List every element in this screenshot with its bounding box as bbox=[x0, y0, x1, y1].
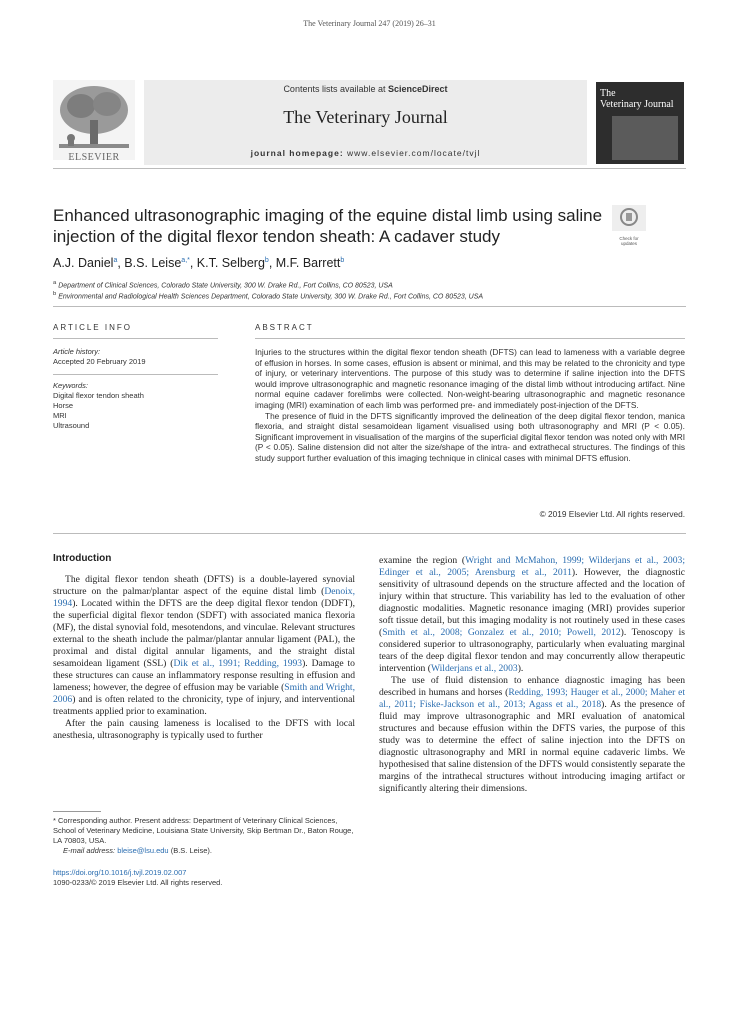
publisher-name: ELSEVIER bbox=[68, 152, 120, 163]
footnote-text bbox=[53, 816, 355, 846]
abstract-copyright: © 2019 Elsevier Ltd. All rights reserved. bbox=[539, 509, 685, 519]
homepage-link[interactable]: www.elsevier.com/locate/tvjl bbox=[347, 148, 481, 158]
body-column-left bbox=[53, 574, 355, 742]
elsevier-tree-logo-icon bbox=[53, 80, 135, 160]
cover-title-line1: The bbox=[600, 88, 616, 99]
body-text: The digital flexor tendon sheath (DFTS) is a double-layered synovial structure on the palmar/plantar aspect of the equine distal limb ( bbox=[53, 574, 355, 597]
email-label: E-mail address: bbox=[63, 846, 116, 855]
keyword[interactable]: Ultrasound bbox=[53, 421, 90, 430]
header-rule bbox=[53, 306, 686, 307]
body-column-right bbox=[379, 555, 685, 795]
contents-prefix: Contents lists available at bbox=[283, 84, 386, 94]
author[interactable]: , B.S. Leise bbox=[117, 256, 182, 270]
body-paragraph bbox=[53, 574, 355, 718]
section-heading-introduction: Introduction bbox=[53, 553, 112, 564]
author[interactable]: A.J. Daniel bbox=[53, 256, 114, 270]
keyword[interactable]: Digital flexor tendon sheath bbox=[53, 391, 144, 400]
accepted-date: Accepted 20 February 2019 bbox=[53, 357, 146, 366]
masthead-rule bbox=[53, 168, 686, 169]
body-text: examine the region ( bbox=[379, 555, 466, 566]
issn-line: 1090-0233/© 2019 Elsevier Ltd. All rights reserved. bbox=[53, 878, 223, 887]
sciencedirect-link[interactable]: ScienceDirect bbox=[388, 84, 448, 94]
article-history bbox=[53, 347, 218, 367]
body-text: ). Located within the DFTS are the deep digital flexor tendon (DDFT), the superficial digital flexor tendon (SDFT) with associated manica flexoria (MF), the distal synovial fold, mesotendons, and vinculae. Relevant structures external to the sheath include the palmar/plantar annular ligament (PAL), the proximal and distal digital annular ligaments, and the straight distal sesamoidean ligament (SSL) ( bbox=[53, 598, 355, 669]
author-affil-mark[interactable]: a bbox=[113, 256, 118, 264]
affiliation-text: Environmental and Radiological Health Sciences Department, Colorado State University, 300 W. Drake Rd., Fort Collins, CO 80523, USA bbox=[58, 293, 484, 301]
running-head: The Veterinary Journal 247 (2019) 26–31 bbox=[303, 19, 436, 28]
body-text: ). Damage to these structures can cause an inflammatory response resulting in effusion and lameness; however, the degree of effusion may be variable ( bbox=[53, 658, 355, 693]
history-rule bbox=[53, 374, 218, 375]
abstract-paragraph: Injuries to the structures within the digital flexor tendon sheath (DFTS) can lead to lameness with a variable degree of effusion in horses. In some cases, effusion is absent or minimal, and this may be related to the chronicity and type of injury, or veterinary interventions. The purpose of this study was to determine if saline injection into the DFTS would improve ultrasonographic and magnetic resonance imaging of the distal limb without introducing artifact. Nine normal equine cadaver forelimbs were collected. Non-weight-bearing ultrasonographic and magnetic resonance imaging (MRI) examination of each limb was performed pre- and immediately post-injection of the DFTS. bbox=[255, 347, 685, 410]
article-title: Enhanced ultrasonographic imaging of the equine distal limb using saline injection of the digital flexor tendon sheath: A cadaver study bbox=[53, 206, 603, 246]
footnote-email bbox=[53, 846, 355, 856]
check-updates-label: Check for updates bbox=[619, 236, 639, 246]
body-text: ). Tenoscopy is considered superior to ultrasonography, particularly when evaluating marginal tears of the deep digital flexor tendon and may concurrently allow therapeutic intervention ( bbox=[379, 627, 685, 674]
footnote-body: Corresponding author. Present address: Department of Veterinary Clinical Sciences, School of Veterinary Medicine, Louisiana State University, Skip Bertman Dr., Baton Rouge, LA 70803, USA. bbox=[53, 816, 354, 845]
citation-link[interactable]: Redding, 1993; Hauger et al., 2000; Maher et al., 2011; Fiske-Jackson et al., 2013; Agass et al., 2018 bbox=[379, 687, 685, 710]
email-link[interactable]: bleise@lsu.edu bbox=[117, 846, 169, 855]
affiliation bbox=[53, 280, 673, 289]
email-owner: (B.S. Leise). bbox=[170, 846, 212, 855]
body-paragraph: After the pain causing lameness is localised to the DFTS with local anesthesia, ultrasonography is typically used to further bbox=[53, 718, 355, 741]
keyword[interactable]: MRI bbox=[53, 411, 67, 420]
check-updates-icon bbox=[612, 205, 646, 231]
author-affil-mark[interactable]: b bbox=[340, 256, 345, 264]
body-paragraph bbox=[379, 555, 685, 675]
body-paragraph bbox=[379, 675, 685, 795]
abstract-label: ABSTRACT bbox=[255, 323, 314, 332]
abstract-paragraph: The presence of fluid in the DFTS significantly improved the delineation of the deep digital flexor tendon, manica flexoria, and straight distal sesamoidean ligament visualised using both ultrasonography and MRI (P < 0.05). Significant improvement in visualisation of the margins of the superficial digital flexor tendon was noted only with MRI (P < 0.05). Saline distension did not alter the size/shape of the intra- and extrathecal structures. The findings of this study support further evaluation of this imaging technique in clinical cases with minimal DFTS effusion. bbox=[255, 410, 685, 463]
citation-link[interactable]: Wright and McMahon, 1999; Wilderjans et al., 2003; Edinger et al., 2005; Arensburg et al., 2011 bbox=[379, 555, 685, 578]
citation-link[interactable]: Dik et al., 1991; Redding, 1993 bbox=[173, 658, 303, 669]
body-text: ) and is often related to the chronicity, type of injury, and interventional treatments applied prior to examination. bbox=[53, 694, 355, 717]
journal-homepage bbox=[144, 148, 587, 158]
body-text: ). As the presence of fluid may improve ultrasonographic and MRI evaluation of anatomical structures and because effusion within the DFTS varies, the purpose of this study was to determine the effect of saline injection into the DFTS on diagnostic ultrasonography and MRI in normal equine cadaveric limbs. We hypothesised that saline distension of the DFTS would consistently separate the margins of the intrathecal structures without introducing imaging artifact or significantly altering their dimensions. bbox=[379, 699, 685, 794]
abstract-rule bbox=[255, 338, 685, 339]
keyword[interactable]: Horse bbox=[53, 401, 74, 410]
body-text: The use of fluid distension to enhance diagnostic imaging has been described in humans and horses ( bbox=[379, 675, 685, 698]
check-for-updates-badge[interactable] bbox=[612, 205, 646, 246]
author-affil-mark[interactable]: a,* bbox=[181, 256, 190, 264]
citation-link[interactable]: Smith and Wright, 2006 bbox=[53, 682, 355, 705]
affiliation-text: Department of Clinical Sciences, Colorado State University, 300 W. Drake Rd., Fort Collins, CO 80523, USA bbox=[58, 282, 393, 290]
doi-link[interactable]: https://doi.org/10.1016/j.tvjl.2019.02.007 bbox=[53, 868, 187, 877]
abstract-text bbox=[255, 347, 685, 464]
article-info-label: ARTICLE INFO bbox=[53, 323, 132, 332]
author[interactable]: , M.F. Barrett bbox=[268, 256, 341, 270]
corresponding-author-footnote bbox=[53, 816, 355, 856]
affiliation-mark: a bbox=[53, 280, 57, 286]
footnote-rule bbox=[53, 811, 101, 812]
article-info-rule bbox=[53, 338, 218, 339]
affiliation bbox=[53, 291, 673, 300]
doi-block bbox=[53, 868, 355, 888]
footnote-symbol: * bbox=[53, 816, 56, 825]
cover-title-line2: Veterinary Journal bbox=[600, 99, 674, 110]
homepage-label: journal homepage: bbox=[250, 148, 344, 158]
citation-link[interactable]: Wilderjans et al., 2003 bbox=[430, 663, 518, 674]
citation-link[interactable]: Smith et al., 2008; Gonzalez et al., 2010; Powell, 2012 bbox=[382, 627, 621, 638]
keywords-block bbox=[53, 381, 218, 431]
contents-line bbox=[144, 84, 587, 94]
affiliation-mark: b bbox=[53, 291, 57, 297]
cover-title bbox=[600, 88, 680, 110]
author[interactable]: , K.T. Selberg bbox=[189, 256, 265, 270]
abstract-bottom-rule bbox=[53, 533, 686, 534]
author-list bbox=[53, 256, 613, 270]
citation-link[interactable]: Denoix, 1994 bbox=[53, 586, 355, 609]
body-text: ). bbox=[517, 663, 524, 674]
cover-image-block bbox=[612, 116, 678, 160]
keywords-heading: Keywords: bbox=[53, 381, 89, 390]
body-text: ). However, the diagnostic sensitivity of ultrasound depends on the structure affected and the location of injury within that structure. This variability has led to the evaluation of other diagnostic modalities. Magnetic resonance imaging (MRI) provides superior soft tissue detail, but this imaging modality is not routinely used in these cases ( bbox=[379, 567, 685, 638]
history-heading: Article history: bbox=[53, 347, 101, 356]
author-affil-mark[interactable]: b bbox=[264, 256, 269, 264]
journal-name: The Veterinary Journal bbox=[283, 107, 448, 127]
